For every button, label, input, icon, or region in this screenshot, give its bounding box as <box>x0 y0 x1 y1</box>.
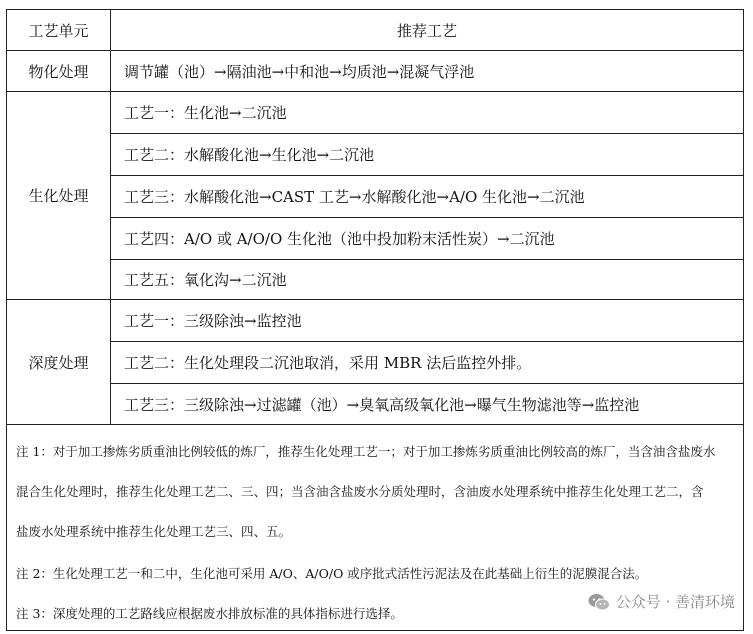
process-item: 工艺二：水解酸化池→生化池→二沉池 <box>124 146 375 164</box>
process-item: 工艺三：三级除浊→过滤罐（池）→臭氧高级氧化池→曝气生物滤池等→监控池 <box>124 395 640 414</box>
note-line: 注 3：深度处理的工艺路线应根据废水排放标准的具体指标进行选择。 <box>16 606 403 621</box>
process-item: 工艺二：生化处理段二沉池取消，采用 MBR 法后监控外排。 <box>124 354 532 372</box>
process-table <box>6 9 744 631</box>
note-line: 盐废水处理系统中推荐生化处理工艺三、四、五。 <box>16 524 292 539</box>
watermark-text: 公众号 · 善清环境 <box>615 593 735 611</box>
note-line: 混合生化处理时，推荐生化处理工艺二、三、四；当含油含盐废水分质处理时，含油废水处理系统中推荐生化处理工艺二，含 <box>16 484 704 499</box>
note-line: 注 1：对于加工掺炼劣质重油比例较低的炼厂，推荐生化处理工艺一；对于加工掺炼劣质重油比例较高的炼厂，当含油含盐废水 <box>16 444 716 459</box>
wechat-icon <box>588 593 610 611</box>
process-item: 工艺三：水解酸化池→CAST 工艺→水解酸化池→A/O 生化池→二沉池 <box>124 188 585 206</box>
watermark <box>588 591 735 612</box>
process-item: 调节罐（池）→隔油池→中和池→均质池→混凝气浮池 <box>124 62 475 81</box>
header-process: 推荐工艺 <box>396 21 457 40</box>
unit-advanced: 深度处理 <box>28 353 89 372</box>
unit-physchem: 物化处理 <box>28 62 89 81</box>
process-item: 工艺一：三级除浊→监控池 <box>124 312 302 330</box>
process-item: 工艺四：A/O 或 A/O/O 生化池（池中投加粉末活性炭）→二沉池 <box>124 230 555 248</box>
header-unit: 工艺单元 <box>28 21 89 40</box>
note-line: 注 2：生化处理工艺一和二中，生化池可采用 A/O、A/O/O 或序批式活性污泥法及在此基础上衍生的泥膜混合法。 <box>16 566 648 581</box>
process-item: 工艺一：生化池→二沉池 <box>124 104 287 122</box>
unit-biochem: 生化处理 <box>28 187 89 205</box>
process-item: 工艺五：氧化沟→二沉池 <box>124 271 287 289</box>
